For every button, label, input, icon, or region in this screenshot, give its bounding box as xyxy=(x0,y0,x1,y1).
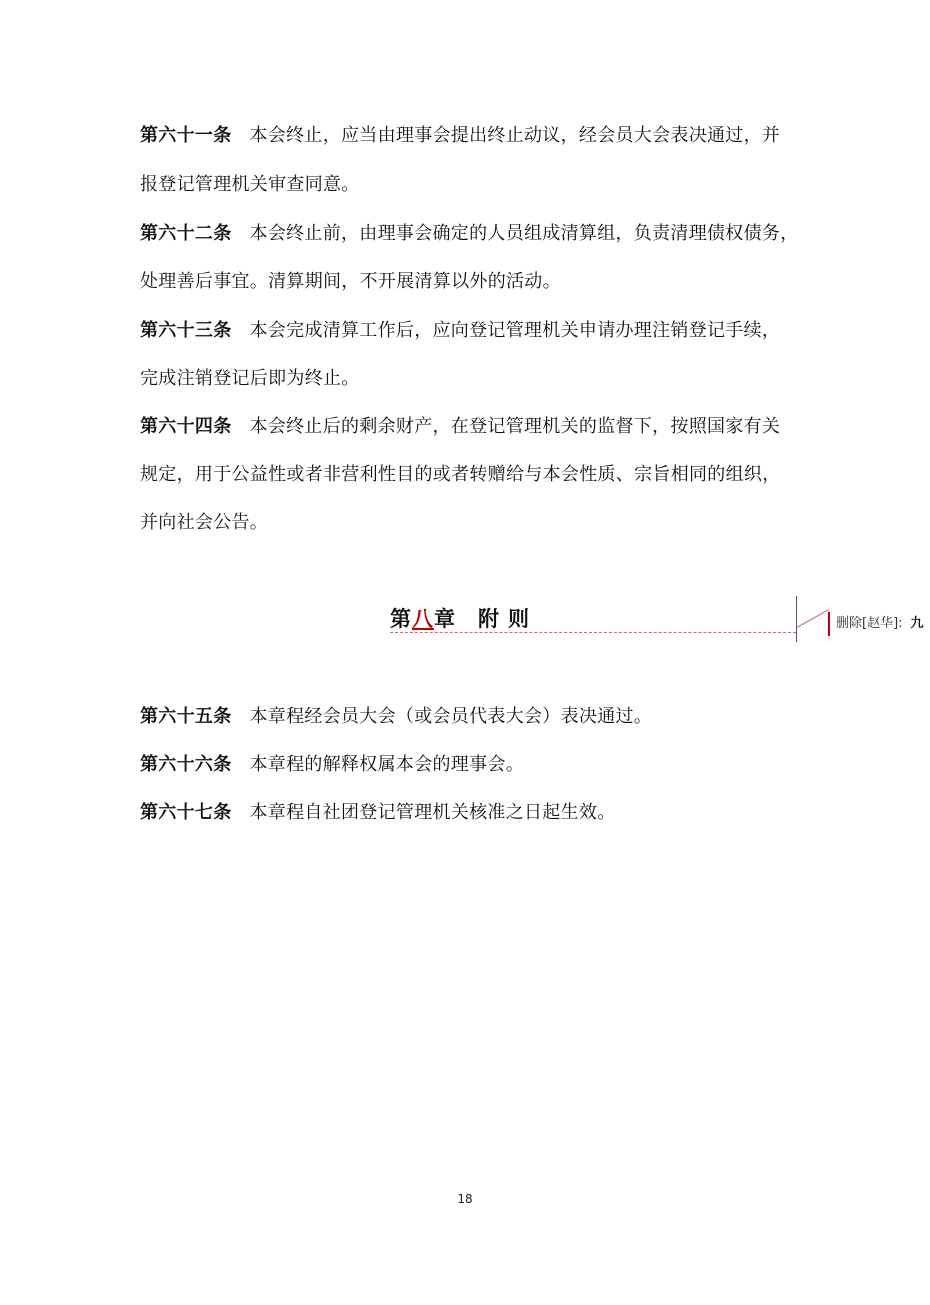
article-number: 第六十二条 xyxy=(140,223,232,244)
chapter-prefix: 第 xyxy=(390,607,412,631)
article-text: 本章程经会员大会（或会员代表大会）表决通过。 xyxy=(249,706,653,727)
article-61-line-1 xyxy=(140,123,790,149)
chapter-title-part-1: 附 xyxy=(478,607,500,631)
article-text: 本会终止后的剩余财产，在登记管理机关的监督下，按照国家有关 xyxy=(249,416,781,437)
article-text: 本会终止前，由理事会确定的人员组成清算组，负责清理债权债务， xyxy=(249,223,799,244)
article-text: 处理善后事宜。清算期间，不开展清算以外的活动。 xyxy=(140,271,561,292)
inserted-chapter-number: 八 xyxy=(412,607,434,631)
article-text: 本会终止，应当由理事会提出终止动议，经会员大会表决通过，并 xyxy=(249,125,781,146)
chapter-suffix: 章 xyxy=(434,607,456,631)
article-number: 第六十七条 xyxy=(140,802,232,823)
article-number: 第六十六条 xyxy=(140,754,232,775)
article-text: 报登记管理机关审查同意。 xyxy=(140,174,360,195)
revision-guide-line xyxy=(390,632,796,633)
article-63-line-1 xyxy=(140,318,790,344)
revision-comment-text: 九 xyxy=(910,616,924,631)
chapter-title-part-2: 则 xyxy=(508,607,530,631)
article-text: 并向社会公告。 xyxy=(140,512,269,533)
article-text: 规定，用于公益性或者非营利性目的或者转赠给与本会性质、宗旨相同的组织， xyxy=(140,464,781,485)
article-67-line-1 xyxy=(140,800,790,826)
article-number: 第六十四条 xyxy=(140,416,232,437)
article-61-line-2 xyxy=(140,172,790,198)
revision-comment-balloon[interactable] xyxy=(828,612,924,636)
article-62-line-2 xyxy=(140,269,790,295)
article-64-line-1 xyxy=(140,414,790,440)
revision-comment-label: 删除[赵华]: xyxy=(836,616,903,631)
revision-connector xyxy=(796,608,828,630)
page-number: 18 xyxy=(457,1192,473,1206)
article-64-line-3 xyxy=(140,510,790,536)
article-number: 第六十五条 xyxy=(140,706,232,727)
article-text: 本章程自社团登记管理机关核准之日起生效。 xyxy=(249,802,616,823)
article-63-line-2 xyxy=(140,366,790,392)
chapter-heading xyxy=(390,604,530,634)
article-62-line-1 xyxy=(140,221,799,247)
article-text: 本会完成清算工作后，应向登记管理机关申请办理注销登记手续， xyxy=(249,320,781,341)
article-number: 第六十三条 xyxy=(140,320,232,341)
article-64-line-2 xyxy=(140,462,790,488)
article-text: 本章程的解释权属本会的理事会。 xyxy=(249,754,524,775)
article-65-line-1 xyxy=(140,704,790,730)
article-text: 完成注销登记后即为终止。 xyxy=(140,368,360,389)
article-number: 第六十一条 xyxy=(140,125,232,146)
article-66-line-1 xyxy=(140,752,790,778)
